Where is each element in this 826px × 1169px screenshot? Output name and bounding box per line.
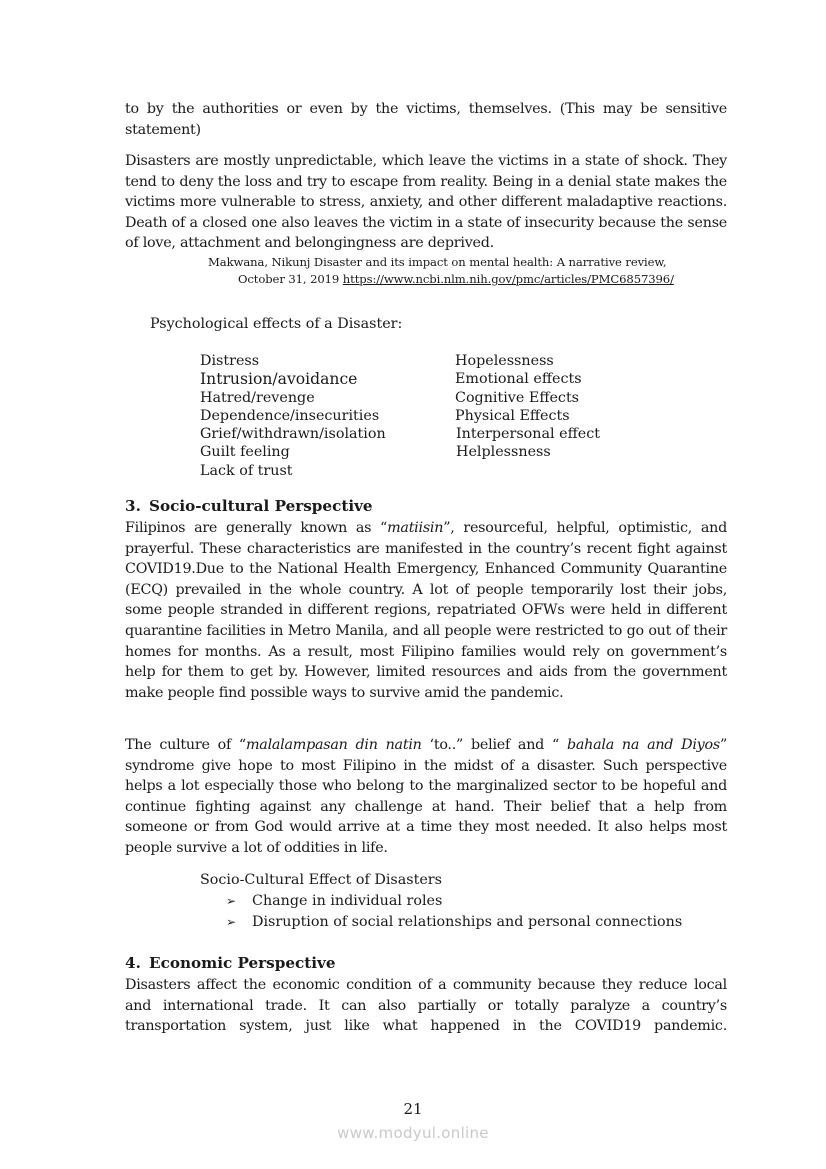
psych-effect-item: Dependence/insecurities: [200, 407, 380, 424]
socio-cultural-paragraph: [125, 518, 727, 703]
text-run: The culture of “: [125, 737, 246, 753]
section-title: Socio-cultural Perspective: [149, 497, 373, 515]
psych-effect-item: Lack of trust: [200, 462, 293, 479]
text-run: ”, resourceful, helpful, optimistic, and prayerful. These characteristics are manifested in the country’s recent fight against COVID19.Due to the National Health Emergency, Enhanced Community Quarantine (ECQ) prevailed in the whole country. A lot of people temporarily lost their jobs, some people stranded in different regions, repatriated OFWs were held in different quarantine facilities in Metro Manila, and all people were restricted to go out of their homes for months. As a result, most Filipino families would rely on government’s help for them to get by. However, limited resources and aids from the government make people find possible ways to survive amid the pandemic.: [125, 520, 727, 701]
intro-paragraph: to by the authorities or even by the victims, themselves. (This may be sensitive statement): [125, 101, 727, 138]
section-number: 3.: [125, 497, 141, 515]
citation-link[interactable]: https://www.ncbi.nlm.nih.gov/pmc/articles/PMC6857396/: [342, 272, 674, 286]
culture-paragraph: [125, 735, 727, 859]
text-run: Filipinos are generally known as “: [125, 520, 388, 536]
section-title: Economic Perspective: [149, 954, 336, 972]
psych-effect-item: Emotional effects: [455, 371, 582, 388]
page-number: 21: [403, 1100, 423, 1118]
psych-effect-item: Physical Effects: [455, 407, 570, 424]
economic-paragraph: Disasters affect the economic condition of a community because they reduce local and international trade. It can also partially or totally paralyze a country’s transportation system, just like what happened in the COVID19 pandemic.: [125, 977, 727, 1035]
psych-effect-item: Distress: [200, 353, 260, 369]
arrow-bullet-icon: ➢: [226, 915, 237, 929]
section-heading: [125, 954, 336, 972]
citation-date: October 31, 2019: [238, 272, 340, 286]
watermark: www.modyul.online: [337, 1124, 489, 1142]
citation-source: [208, 271, 674, 288]
psych-effect-item: Grief/withdrawn/isolation: [200, 426, 386, 443]
italic-term: matiisin: [387, 520, 444, 536]
effect-list-item: [200, 891, 682, 912]
section-heading: [125, 497, 373, 515]
effect-label: Disruption of social relationships and personal connections: [252, 914, 683, 930]
psych-effect-item: Guilt feeling: [200, 444, 290, 461]
text-run: ‘to..” belief and “: [421, 737, 567, 753]
psych-effect-item: Hopelessness: [455, 353, 554, 369]
psych-effect-item: Interpersonal effect: [456, 426, 600, 443]
psych-effects-left-list: [200, 352, 386, 480]
psych-effects-title: Psychological effects of a Disaster:: [150, 316, 403, 332]
effect-label: Change in individual roles: [252, 893, 443, 909]
citation-line: Makwana, Nikunj Disaster and its impact on mental health: A narrative review,: [208, 255, 667, 269]
socio-cultural-effects-title: Socio-Cultural Effect of Disasters: [200, 872, 442, 888]
disaster-paragraph: Disasters are mostly unpredictable, which leave the victims in a state of shock. They tend to deny the loss and try to escape from reality. Being in a denial state makes the victims more vulnerable to stress, anxiety, and other different maladaptive reactions. Death of a closed one also leaves the victim in a state of insecurity because the sense of love, attachment and belongingness are deprived.: [125, 153, 727, 252]
psych-effect-item: Cognitive Effects: [455, 389, 580, 406]
text-run: ” syndrome give hope to most Filipino in the midst of a disaster. Such perspective helps a lot especially those who belong to the marginalized sector to be hopeful and continue fighting against any challenge at hand. Their belief that a help from someone or from God would arrive at a time they most needed. It also helps most people survive a lot of oddities in life.: [125, 737, 727, 856]
arrow-bullet-icon: ➢: [226, 894, 237, 908]
psych-effects-right-list: [455, 352, 600, 462]
psych-effect-item: Helplessness: [456, 444, 551, 461]
effect-list-item: [200, 912, 682, 933]
italic-term: bahala na and Diyos: [566, 737, 720, 753]
italic-term: malalampasan din natin: [245, 737, 422, 753]
citation: [208, 254, 674, 288]
psych-effect-item: Hatred/revenge: [200, 389, 315, 406]
socio-cultural-effects: [200, 870, 682, 933]
psych-effect-item: Intrusion/avoidance: [200, 370, 358, 389]
section-number: 4.: [125, 954, 141, 972]
